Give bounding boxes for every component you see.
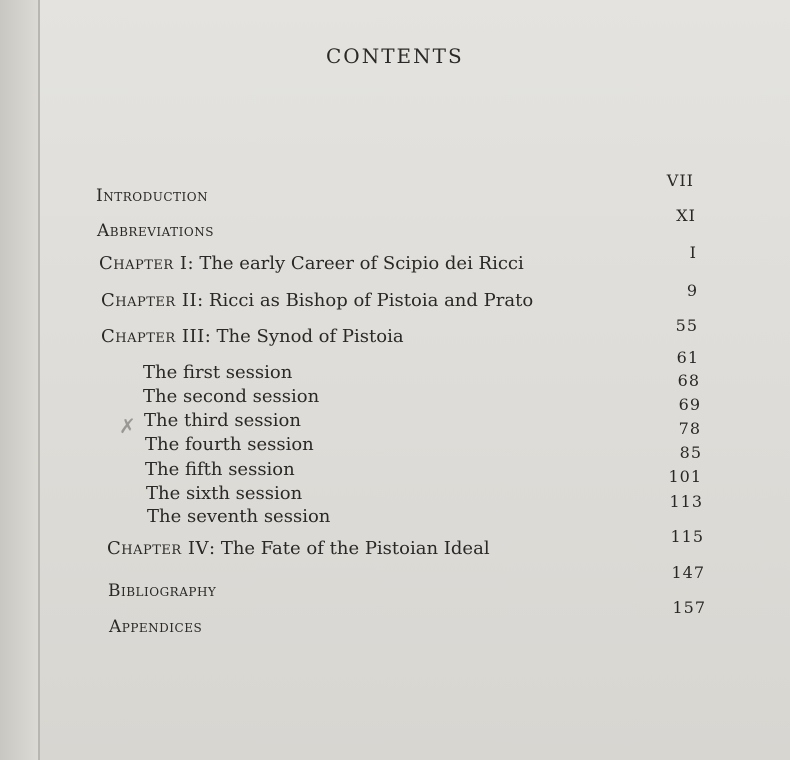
toc-entry-session-7: The seventh session bbox=[147, 506, 331, 527]
chapter-title: : The Synod of Pistoia bbox=[204, 326, 404, 347]
page-number: I bbox=[689, 243, 697, 262]
page-number: 68 bbox=[677, 371, 700, 390]
toc-entry-session-6: The sixth session bbox=[146, 483, 303, 504]
toc-entry-session-1: The first session bbox=[143, 362, 293, 383]
toc-entry-session-5: The fifth session bbox=[145, 459, 295, 480]
chapter-prefix: Chapter II bbox=[101, 290, 198, 311]
toc-entry-appendices: Appendices bbox=[109, 617, 203, 637]
toc-entry-session-2: The second session bbox=[143, 386, 320, 407]
toc-entry-session-3: The third session bbox=[144, 410, 301, 431]
page-number: 78 bbox=[678, 419, 701, 438]
page-number: 9 bbox=[686, 281, 698, 300]
toc-entry-chapter-4 bbox=[107, 538, 490, 559]
page-number: 55 bbox=[675, 316, 698, 335]
toc-entry-chapter-3 bbox=[101, 326, 404, 347]
page-number: 69 bbox=[678, 395, 701, 414]
page-number: 61 bbox=[676, 348, 699, 367]
toc-entry-chapter-2 bbox=[101, 290, 533, 311]
chapter-prefix: Chapter IV bbox=[107, 538, 210, 559]
chapter-title: : Ricci as Bishop of Pistoia and Prato bbox=[197, 290, 534, 311]
page-number: 85 bbox=[679, 443, 702, 462]
chapter-prefix: Chapter III bbox=[101, 326, 205, 347]
page-number: VII bbox=[666, 171, 694, 190]
page-number: 101 bbox=[668, 467, 702, 486]
page-number: XI bbox=[676, 206, 696, 225]
pencil-mark-icon: ✗ bbox=[119, 414, 136, 438]
toc-entry-session-4: The fourth session bbox=[145, 434, 314, 455]
toc-entry-introduction: Introduction bbox=[96, 186, 209, 206]
page-number: 157 bbox=[672, 598, 706, 617]
chapter-title: : The Fate of the Pistoian Ideal bbox=[209, 538, 490, 559]
toc-entry-chapter-1 bbox=[99, 253, 524, 274]
chapter-prefix: Chapter I bbox=[99, 253, 188, 274]
page-number: 115 bbox=[670, 527, 704, 546]
contents-heading: CONTENTS bbox=[326, 44, 464, 68]
page-number: 147 bbox=[671, 563, 705, 582]
chapter-title: : The early Career of Scipio dei Ricci bbox=[187, 253, 524, 274]
toc-entry-abbreviations: Abbreviations bbox=[97, 221, 214, 241]
toc-entry-bibliography: Bibliography bbox=[108, 581, 217, 601]
facing-page-edge bbox=[0, 0, 40, 760]
page-number: 113 bbox=[669, 492, 703, 511]
